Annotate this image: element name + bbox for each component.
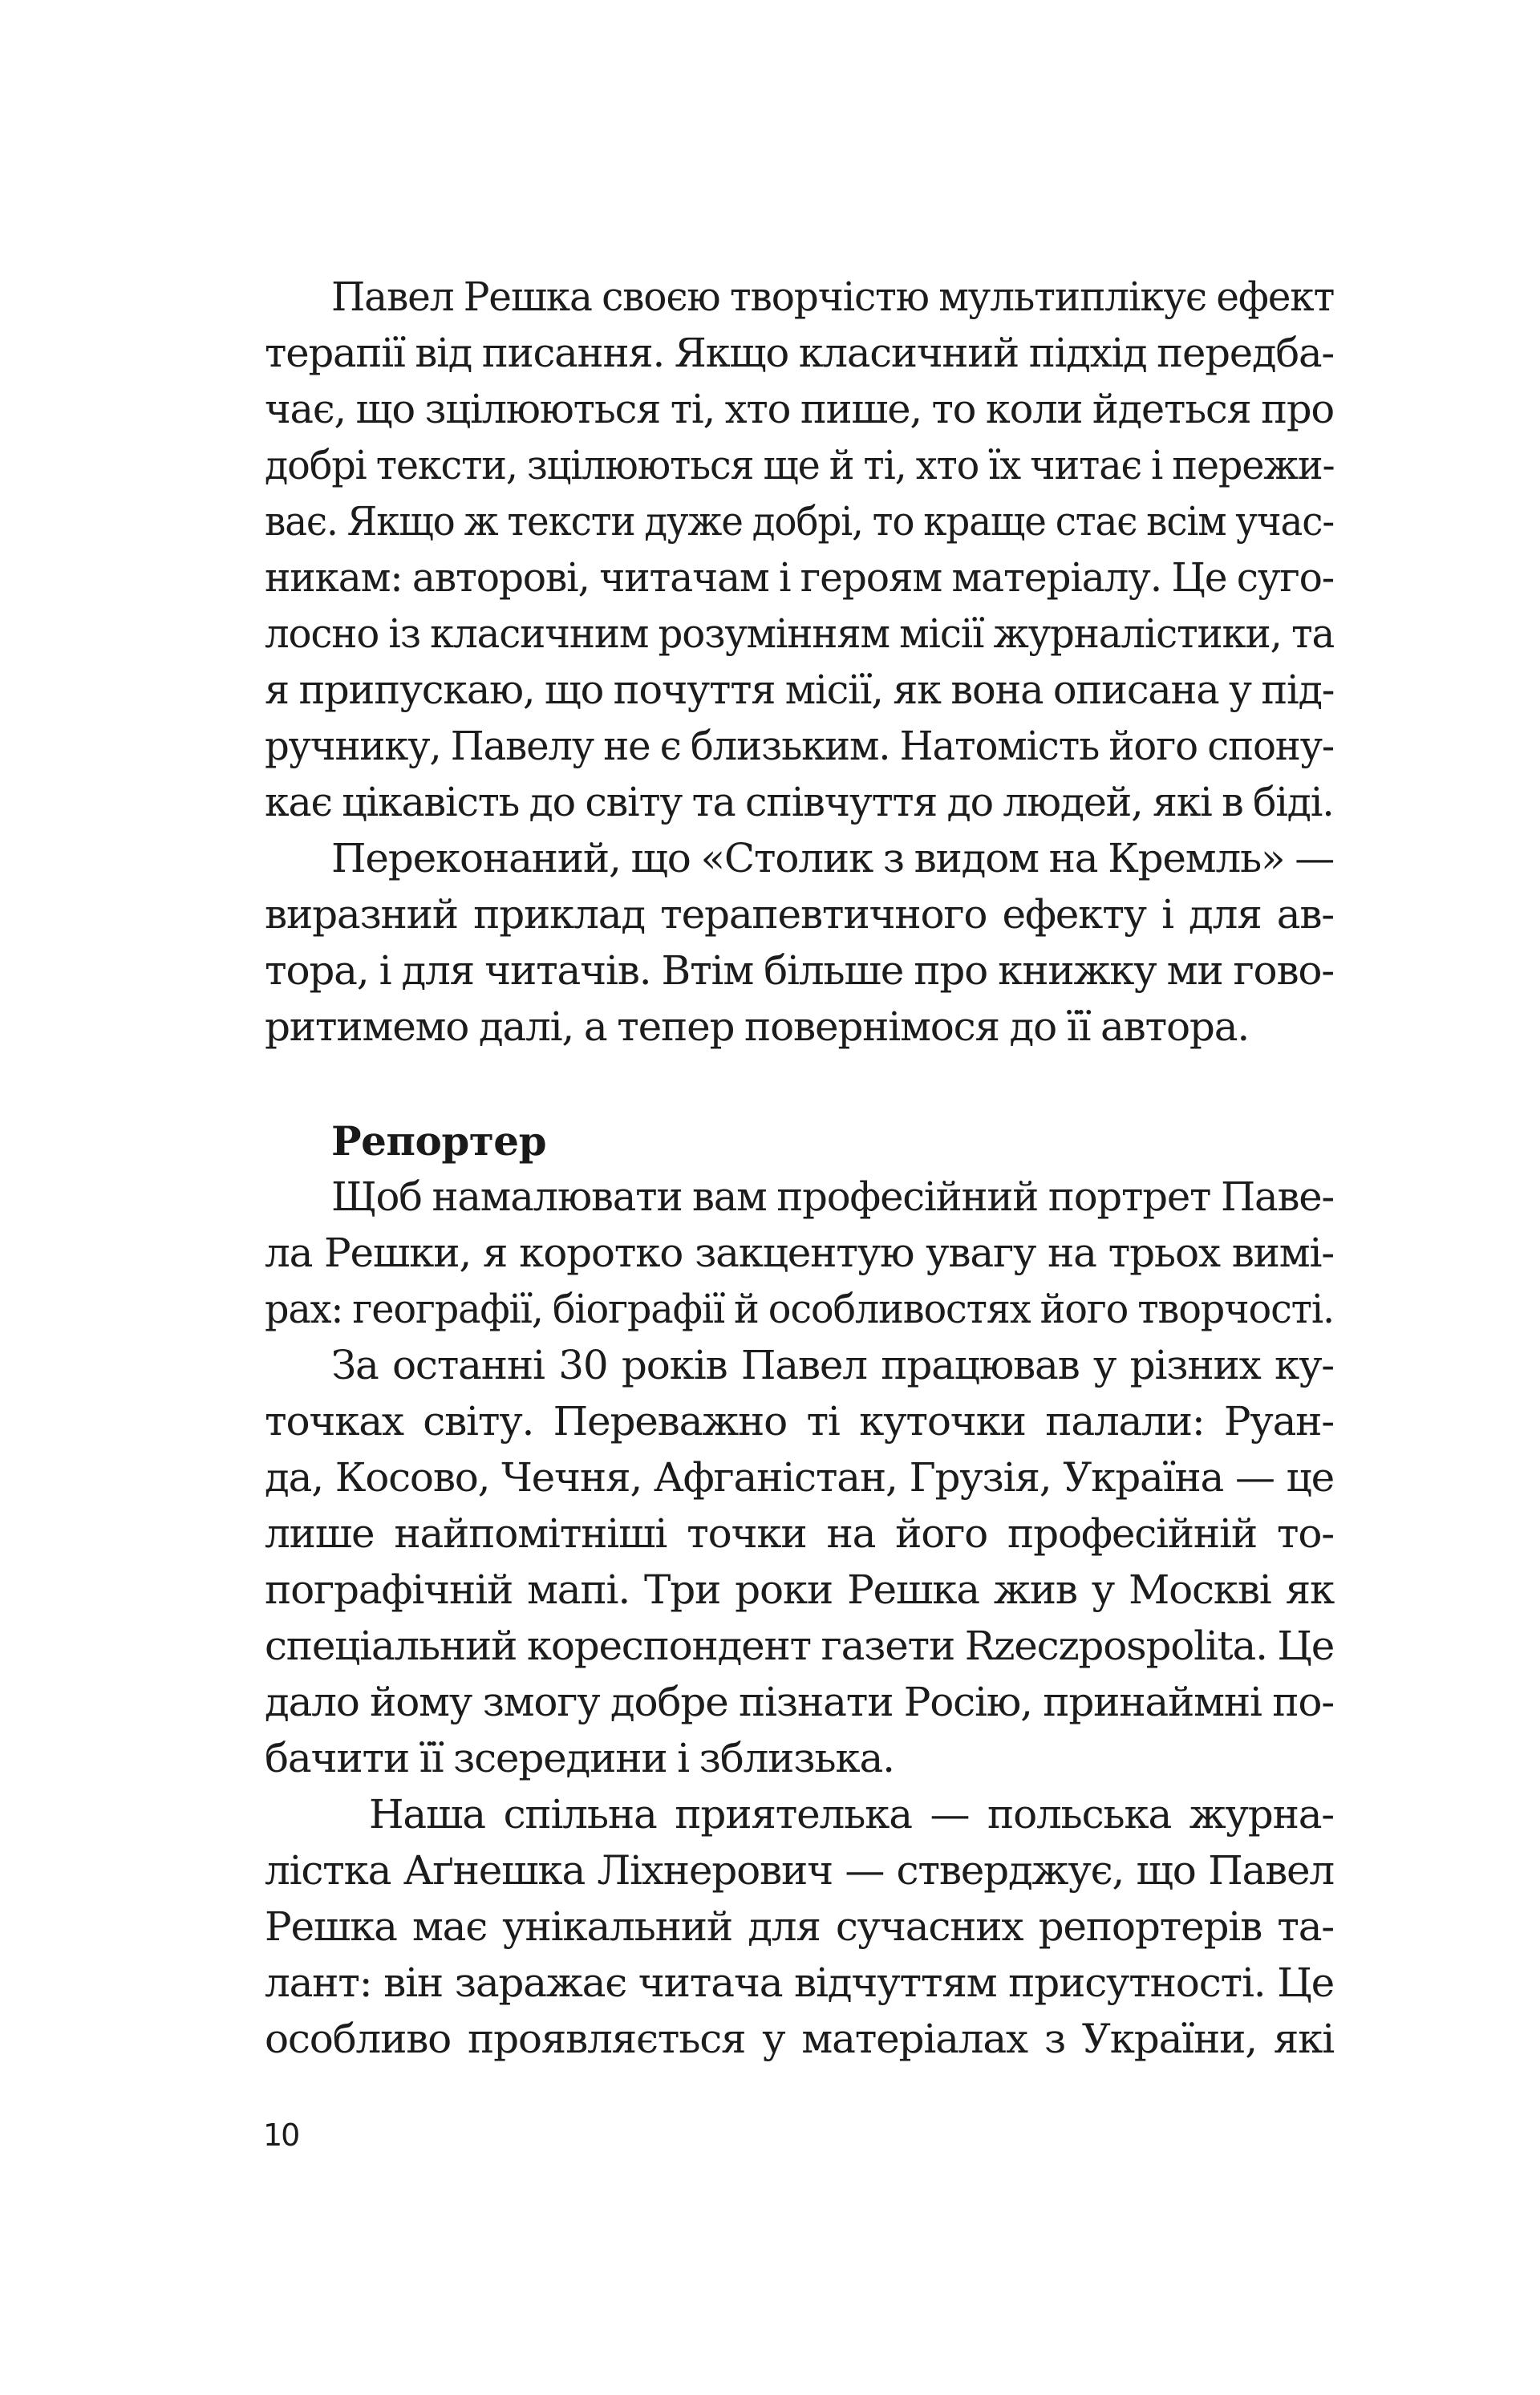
text-line: За останні 30 років Павел працював у різних ку- <box>331 1342 1334 1388</box>
text-line: ває. Якщо ж тексти дуже добрі, то краще стає всім учас- <box>265 498 1334 545</box>
text-line: чає, що зцілюються ті, хто пише, то коли йдеться про <box>265 386 1334 432</box>
section-heading: Репортер <box>331 1117 547 1165</box>
text-line: виразний приклад терапевтичного ефекту і для ав- <box>265 891 1334 938</box>
page-number: 10 <box>263 2117 299 2153</box>
text-line: лант: він заражає читача відчуттям присутності. Це <box>265 1959 1334 2006</box>
text-line: тора, і для читачів. Втім більше про книжку ми гово- <box>265 947 1334 994</box>
text-line: терапії від писання. Якщо класичний підхід передба- <box>265 330 1334 376</box>
text-line: никам: авторові, читачам і героям матеріалу. Це суго- <box>265 554 1334 601</box>
text-line: пографічній мапі. Три роки Решка жив у Москві як <box>265 1566 1334 1613</box>
text-line: лістка Аґнешка Ліхнерович — стверджує, що Павел <box>265 1847 1334 1894</box>
text-line: я припускаю, що почуття місії, як вона описана у під- <box>265 667 1335 713</box>
text-line: лосно із класичним розумінням місії журналістики, та <box>265 610 1335 657</box>
text-line: особливо проявляється у матеріалах з України, які <box>265 2016 1334 2062</box>
text-line: Наша спільна приятелька — польська журна- <box>369 1791 1334 1838</box>
text-line: добрі тексти, зцілюються ще й ті, хто їх читає і пережи- <box>265 442 1335 488</box>
text-line: кає цікавість до світу та співчуття до людей, які в біді. <box>265 779 1334 825</box>
text-line: ручнику, Павелу не є близьким. Натомість його спону- <box>265 723 1334 769</box>
text-line: Переконаний, що «Столик з видом на Кремль» — <box>331 835 1334 881</box>
text-line: Решка має унікальний для сучасних репортерів та- <box>265 1903 1334 1950</box>
text-line: спеціальний кореспондент газети Rzeczpospolita. Це <box>265 1623 1335 1669</box>
text-line: дало йому змогу добре пізнати Росію, принаймні по- <box>265 1679 1334 1725</box>
text-line: лише найпомітніші точки на його професійній то- <box>265 1510 1334 1557</box>
text-line: да, Косово, Чечня, Афганістан, Грузія, Україна — це <box>265 1454 1334 1501</box>
text-line: точках світу. Переважно ті куточки палали: Руан- <box>265 1398 1334 1445</box>
text-line: ла Решки, я коротко закцентую увагу на трьох вимі- <box>265 1230 1334 1276</box>
text-line: ритимемо далі, а тепер повернімося до її автора. <box>265 1003 1250 1050</box>
text-line: Павел Решка своєю творчістю мультиплікує ефект <box>331 274 1335 320</box>
text-line: Щоб намалювати вам професійний портрет Паве- <box>331 1173 1334 1220</box>
text-line: рах: географії, біографії й особливостях його творчості. <box>265 1286 1334 1332</box>
text-line: бачити її зсередини і зблизька. <box>265 1735 894 1781</box>
